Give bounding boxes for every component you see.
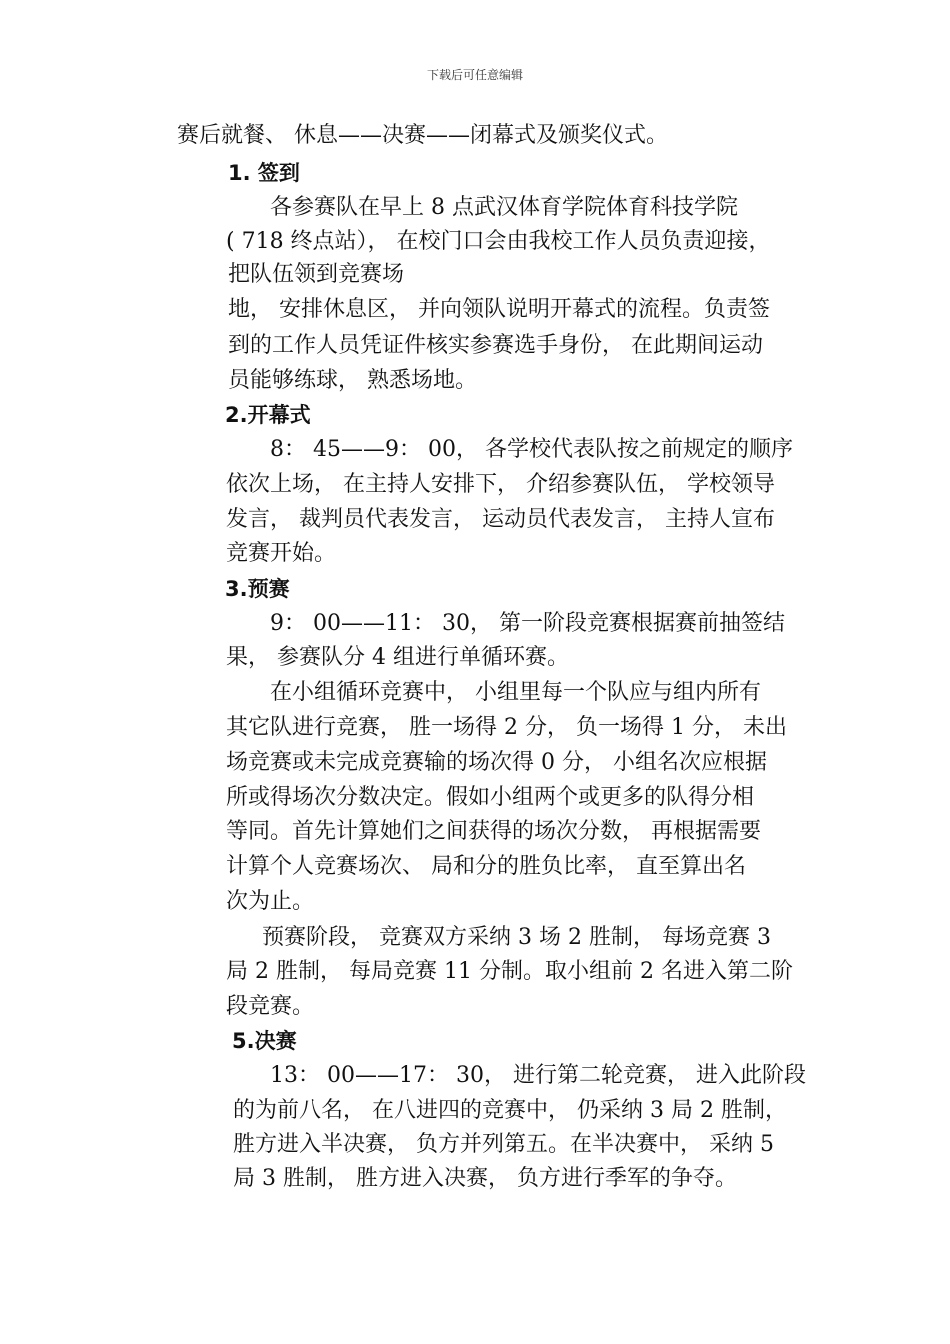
body-line: 胜方进入半决赛， 负方并列第五。在半决赛中， 采纳 5 bbox=[233, 1132, 774, 1157]
body-line: 9： 00——11： 30， 第一阶段竞赛根据赛前抽签结 bbox=[270, 611, 785, 636]
body-line: 等同。首先计算她们之间获得的场次分数， 再根据需要 bbox=[226, 819, 761, 844]
body-line: 发言， 裁判员代表发言， 运动员代表发言， 主持人宣布 bbox=[226, 507, 775, 532]
section-2-heading: 2.开幕式 bbox=[225, 403, 311, 427]
body-line: 所或得场次分数决定。假如小组两个或更多的队得分相 bbox=[226, 785, 755, 810]
body-line: 预赛阶段， 竞赛双方采纳 3 场 2 胜制， 每场竞赛 3 bbox=[262, 925, 771, 950]
body-line: 竞赛开始。 bbox=[226, 541, 337, 566]
body-line: 次为止。 bbox=[226, 889, 315, 914]
body-line: 把队伍领到竞赛场 bbox=[228, 262, 405, 287]
body-line: 依次上场， 在主持人安排下， 介绍参赛队伍， 学校领导 bbox=[226, 472, 775, 497]
section-1-heading: 1. 签到 bbox=[228, 161, 300, 185]
body-line: 计算个人竞赛场次、 局和分的胜负比率， 直至算出名 bbox=[226, 854, 746, 879]
body-line: 在小组循环竞赛中， 小组里每一个队应与组内所有 bbox=[270, 680, 761, 705]
body-line: 8： 45——9： 00， 各学校代表队按之前规定的顺序 bbox=[270, 437, 793, 462]
section-3-heading: 3.预赛 bbox=[225, 577, 290, 601]
body-line: 其它队进行竞赛， 胜一场得 2 分， 负一场得 1 分， 未出 bbox=[226, 715, 787, 740]
body-line: 13： 00——17： 30， 进行第二轮竞赛， 进入此阶段 bbox=[270, 1063, 806, 1088]
intro-line: 赛后就餐、 休息——决赛——闭幕式及颁奖仪式。 bbox=[177, 123, 668, 148]
body-line: 的为前八名， 在八进四的竞赛中， 仍采纳 3 局 2 胜制， bbox=[233, 1098, 787, 1123]
body-line: 各参赛队在早上 8 点武汉体育学院体育科技学院 bbox=[270, 195, 738, 220]
body-line: 段竞赛。 bbox=[226, 994, 315, 1019]
body-line: 员能够练球， 熟悉场地。 bbox=[228, 368, 477, 393]
body-line: 到的工作人员凭证件核实参赛选手身份， 在此期间运动 bbox=[228, 333, 763, 358]
body-line: 地， 安排休息区， 并向领队说明开幕式的流程。负责签 bbox=[228, 297, 770, 322]
body-line: 场竞赛或未完成竞赛输的场次得 0 分， 小组名次应根据 bbox=[226, 750, 767, 775]
section-5-heading: 5.决赛 bbox=[232, 1029, 297, 1053]
body-line: 局 2 胜制， 每局竞赛 11 分制。取小组前 2 名进入第二阶 bbox=[226, 959, 793, 984]
body-line: 局 3 胜制， 胜方进入决赛， 负方进行季军的争夺。 bbox=[233, 1166, 737, 1191]
body-line: ( 718 终点站）， 在校门口会由我校工作人员负责迎接， bbox=[226, 229, 771, 254]
body-line: 果， 参赛队分 4 组进行单循环赛。 bbox=[226, 645, 569, 670]
page-header: 下载后可任意编辑 bbox=[426, 68, 523, 82]
